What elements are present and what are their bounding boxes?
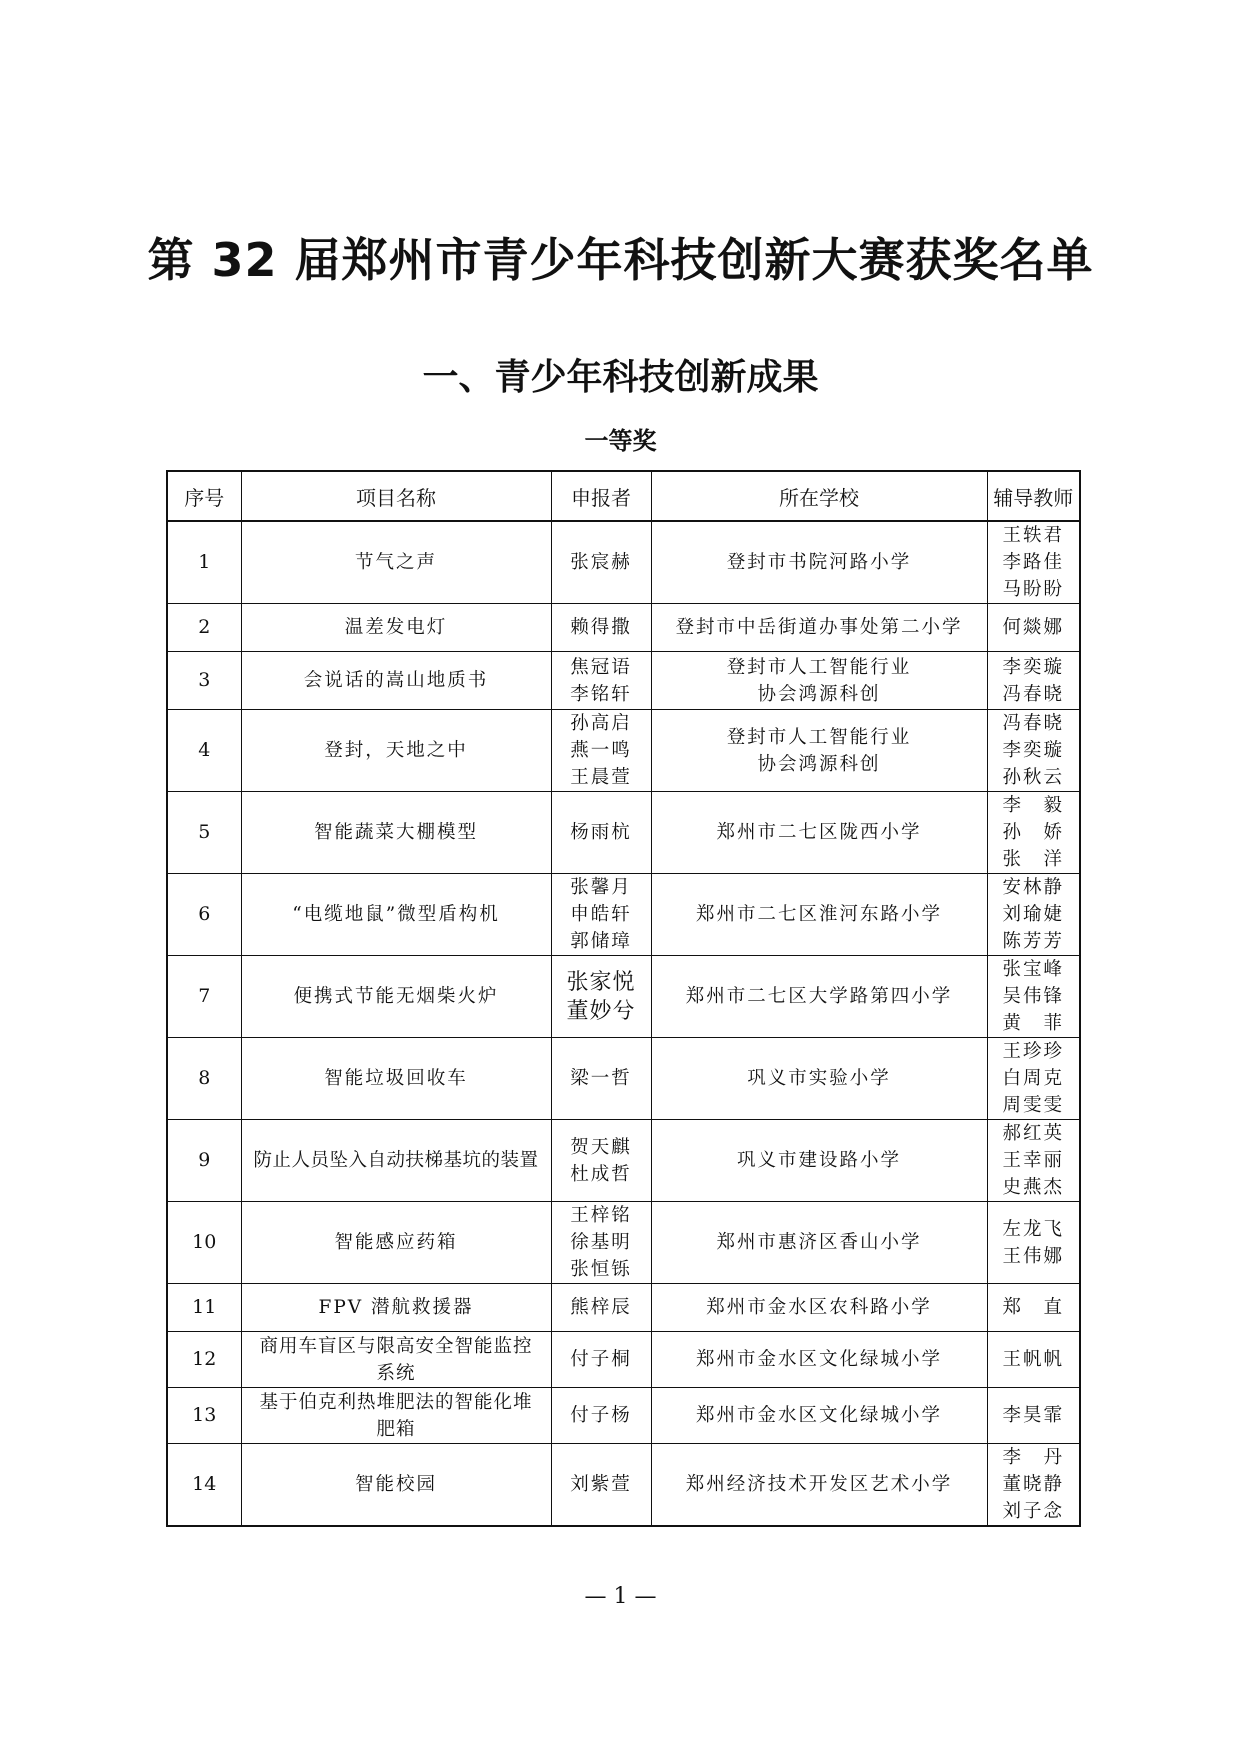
project-name: FPV 潜航救援器 bbox=[241, 1284, 551, 1332]
table-row bbox=[167, 652, 1080, 710]
teacher-names: 李昊霏 bbox=[987, 1388, 1080, 1444]
school-name: 郑州经济技术开发区艺术小学 bbox=[651, 1444, 987, 1527]
header-applicant: 申报者 bbox=[551, 471, 651, 521]
applicant-names: 焦冠语 李铭轩 bbox=[551, 652, 651, 710]
project-name: 智能蔬菜大棚模型 bbox=[241, 792, 551, 874]
award-level-title: 一等奖 bbox=[584, 427, 657, 455]
teacher-names: 王帆帆 bbox=[987, 1332, 1080, 1388]
project-name: 节气之声 bbox=[241, 521, 551, 604]
teacher-names: 郑 直 bbox=[987, 1284, 1080, 1332]
table-row bbox=[167, 1038, 1080, 1120]
teacher-names: 王珍珍 白周克 周雯雯 bbox=[987, 1038, 1080, 1120]
header-school: 所在学校 bbox=[651, 471, 987, 521]
header-teacher: 辅导教师 bbox=[987, 471, 1080, 521]
header-project-name: 项目名称 bbox=[241, 471, 551, 521]
header-number: 序号 bbox=[167, 471, 241, 521]
project-name: 会说话的嵩山地质书 bbox=[241, 652, 551, 710]
applicant-names: 付子杨 bbox=[551, 1388, 651, 1444]
table-row bbox=[167, 710, 1080, 792]
section-title: 一、青少年科技创新成果 bbox=[422, 357, 819, 398]
table-row bbox=[167, 1202, 1080, 1284]
applicant-names: 孙高启 燕一鸣 王晨萱 bbox=[551, 710, 651, 792]
table-row bbox=[167, 1444, 1080, 1527]
table-row bbox=[167, 604, 1080, 652]
row-number: 8 bbox=[167, 1038, 241, 1120]
project-name: 登封，天地之中 bbox=[241, 710, 551, 792]
school-name: 郑州市惠济区香山小学 bbox=[651, 1202, 987, 1284]
table-row bbox=[167, 1388, 1080, 1444]
school-name: 登封市中岳街道办事处第二小学 bbox=[651, 604, 987, 652]
applicant-names: 付子桐 bbox=[551, 1332, 651, 1388]
teacher-names: 李 丹 董晓静 刘子念 bbox=[987, 1444, 1080, 1527]
applicant-names: 杨雨杭 bbox=[551, 792, 651, 874]
table-row bbox=[167, 874, 1080, 956]
school-name: 郑州市二七区陇西小学 bbox=[651, 792, 987, 874]
applicant-names: 梁一哲 bbox=[551, 1038, 651, 1120]
teacher-names: 李 毅 孙 娇 张 洋 bbox=[987, 792, 1080, 874]
project-name: 便携式节能无烟柴火炉 bbox=[241, 956, 551, 1038]
row-number: 10 bbox=[167, 1202, 241, 1284]
school-name: 郑州市金水区文化绿城小学 bbox=[651, 1388, 987, 1444]
applicant-names: 赖得撒 bbox=[551, 604, 651, 652]
row-number: 3 bbox=[167, 652, 241, 710]
row-number: 6 bbox=[167, 874, 241, 956]
teacher-names: 郝红英 王幸丽 史燕杰 bbox=[987, 1120, 1080, 1202]
project-name: 防止人员坠入自动扶梯基坑的装置 bbox=[241, 1120, 551, 1202]
row-number: 13 bbox=[167, 1388, 241, 1444]
project-name: 温差发电灯 bbox=[241, 604, 551, 652]
teacher-names: 李奕璇 冯春晓 bbox=[987, 652, 1080, 710]
project-name: 智能感应药箱 bbox=[241, 1202, 551, 1284]
teacher-names: 王轶君 李路佳 马盼盼 bbox=[987, 521, 1080, 604]
project-name: 基于伯克利热堆肥法的智能化堆 肥箱 bbox=[241, 1388, 551, 1444]
applicant-names: 王梓铭 徐基明 张恒铄 bbox=[551, 1202, 651, 1284]
awards-table bbox=[166, 470, 1081, 1527]
teacher-names: 安林静 刘瑜婕 陈芳芳 bbox=[987, 874, 1080, 956]
project-name: “电缆地鼠”微型盾构机 bbox=[241, 874, 551, 956]
school-name: 巩义市实验小学 bbox=[651, 1038, 987, 1120]
project-name: 智能校园 bbox=[241, 1444, 551, 1527]
school-name: 郑州市二七区大学路第四小学 bbox=[651, 956, 987, 1038]
table-row bbox=[167, 792, 1080, 874]
table-row bbox=[167, 1284, 1080, 1332]
row-number: 9 bbox=[167, 1120, 241, 1202]
applicant-names: 张宸赫 bbox=[551, 521, 651, 604]
row-number: 14 bbox=[167, 1444, 241, 1527]
table-row bbox=[167, 956, 1080, 1038]
teacher-names: 何燚娜 bbox=[987, 604, 1080, 652]
teacher-names: 冯春晓 李奕璇 孙秋云 bbox=[987, 710, 1080, 792]
school-name: 郑州市金水区农科路小学 bbox=[651, 1284, 987, 1332]
row-number: 5 bbox=[167, 792, 241, 874]
applicant-names: 贺天麒 杜成哲 bbox=[551, 1120, 651, 1202]
school-name: 郑州市金水区文化绿城小学 bbox=[651, 1332, 987, 1388]
applicant-names: 张馨月 申皓轩 郭储璋 bbox=[551, 874, 651, 956]
table-header-row bbox=[167, 471, 1080, 521]
teacher-names: 张宝峰 吴伟锋 黄 菲 bbox=[987, 956, 1080, 1038]
school-name: 郑州市二七区淮河东路小学 bbox=[651, 874, 987, 956]
school-name: 登封市人工智能行业 协会鸿源科创 bbox=[651, 652, 987, 710]
applicant-names: 张家悦 董妙兮 bbox=[551, 956, 651, 1038]
school-name: 登封市人工智能行业 协会鸿源科创 bbox=[651, 710, 987, 792]
school-name: 巩义市建设路小学 bbox=[651, 1120, 987, 1202]
row-number: 7 bbox=[167, 956, 241, 1038]
page-title: 第 32 届郑州市青少年科技创新大赛获奖名单 bbox=[147, 233, 1094, 287]
row-number: 2 bbox=[167, 604, 241, 652]
row-number: 1 bbox=[167, 521, 241, 604]
project-name: 商用车盲区与限高安全智能监控 系统 bbox=[241, 1332, 551, 1388]
applicant-names: 熊梓辰 bbox=[551, 1284, 651, 1332]
applicant-names: 刘紫萱 bbox=[551, 1444, 651, 1527]
project-name: 智能垃圾回收车 bbox=[241, 1038, 551, 1120]
page-number: — 1 — bbox=[584, 1584, 657, 1609]
row-number: 4 bbox=[167, 710, 241, 792]
row-number: 12 bbox=[167, 1332, 241, 1388]
teacher-names: 左龙飞 王伟娜 bbox=[987, 1202, 1080, 1284]
table-row bbox=[167, 521, 1080, 604]
table-row bbox=[167, 1120, 1080, 1202]
row-number: 11 bbox=[167, 1284, 241, 1332]
school-name: 登封市书院河路小学 bbox=[651, 521, 987, 604]
table-row bbox=[167, 1332, 1080, 1388]
